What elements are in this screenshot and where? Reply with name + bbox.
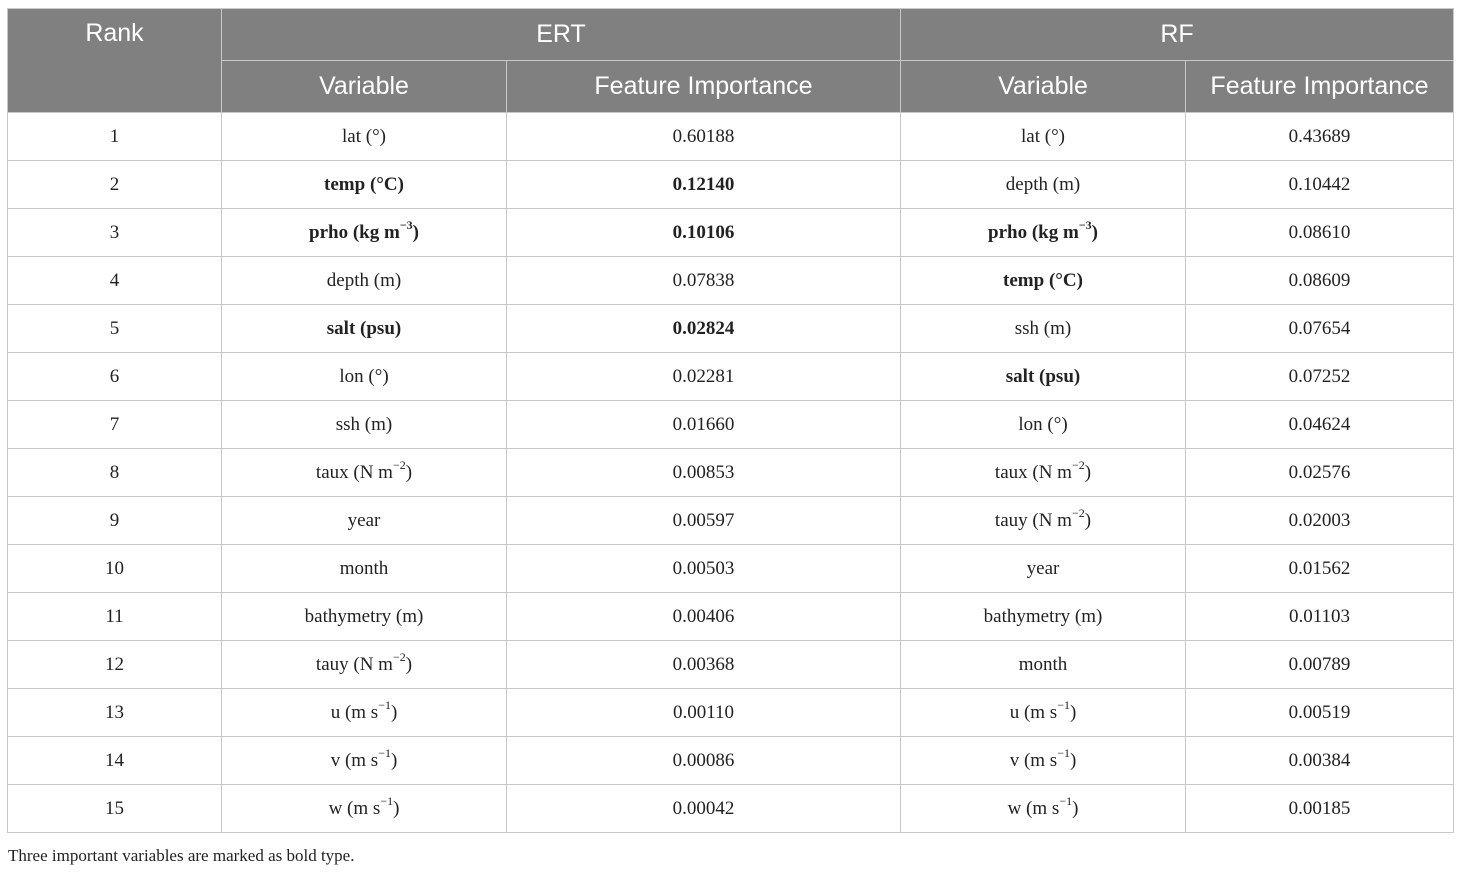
ert-feature-importance-header: Feature Importance [507, 61, 901, 113]
unit-close: ) [1069, 701, 1077, 723]
rank-cell: 14 [8, 737, 222, 785]
ert-variable-cell [222, 689, 507, 737]
rf-importance-cell: 0.08610 [1186, 209, 1454, 257]
rf-variable-cell [901, 257, 1186, 305]
rank-cell: 7 [8, 401, 222, 449]
rank-cell: 10 [8, 545, 222, 593]
ert-importance-cell: 0.00406 [507, 593, 901, 641]
unit-close: ) [1072, 797, 1079, 819]
rf-importance-cell: 0.00789 [1186, 641, 1454, 689]
unit-close: ) [412, 221, 419, 243]
unit-close: ) [405, 653, 413, 675]
variable-name: prho (kg m [309, 221, 400, 243]
ert-importance-cell: 0.00110 [507, 689, 901, 737]
ert-importance-cell: 0.00853 [507, 449, 901, 497]
table-row [8, 497, 1454, 545]
unit-exponent: −1 [378, 698, 391, 713]
table-footnote: Three important variables are marked as bold type. [8, 846, 355, 865]
variable-name: temp (°C) [324, 173, 404, 195]
table-row [8, 593, 1454, 641]
rf-importance-cell: 0.00384 [1186, 737, 1454, 785]
rank-cell: 15 [8, 785, 222, 833]
ert-importance-cell: 0.60188 [507, 113, 901, 161]
rf-importance-cell: 0.04624 [1186, 401, 1454, 449]
rf-variable-cell [901, 305, 1186, 353]
rf-variable-cell [901, 785, 1186, 833]
variable-name: bathymetry (m) [983, 605, 1103, 627]
ert-variable-cell [222, 593, 507, 641]
rf-importance-cell: 0.02003 [1186, 497, 1454, 545]
rf-importance-cell: 0.01103 [1186, 593, 1454, 641]
unit-close: ) [1084, 509, 1092, 531]
ert-importance-cell: 0.01660 [507, 401, 901, 449]
table-row [8, 257, 1454, 305]
rf-variable-cell [901, 593, 1186, 641]
ert-variable-cell [222, 545, 507, 593]
unit-exponent: −1 [380, 794, 394, 809]
variable-name: salt (psu) [326, 317, 402, 339]
unit-exponent: −3 [1078, 218, 1092, 233]
ert-importance-cell: 0.07838 [507, 257, 901, 305]
table-body [8, 113, 1454, 833]
ert-importance-cell: 0.02824 [507, 305, 901, 353]
rf-variable-header: Variable [901, 61, 1186, 113]
ert-variable-cell [222, 449, 507, 497]
rank-header: Rank [8, 9, 222, 113]
table-row [8, 161, 1454, 209]
unit-exponent: −2 [1071, 506, 1085, 521]
variable-name: ssh (m) [335, 413, 393, 435]
rf-importance-cell: 0.10442 [1186, 161, 1454, 209]
ert-variable-cell [222, 209, 507, 257]
ert-importance-cell: 0.00597 [507, 497, 901, 545]
ert-importance-cell: 0.00042 [507, 785, 901, 833]
variable-name: tauy (N m [315, 653, 393, 675]
table-row [8, 353, 1454, 401]
unit-exponent: −2 [392, 650, 406, 665]
ert-variable-cell [222, 785, 507, 833]
table-row [8, 737, 1454, 785]
rf-group-header: RF [901, 9, 1454, 61]
variable-name: v (m s [1009, 749, 1058, 771]
unit-close: ) [405, 461, 413, 483]
rf-variable-cell [901, 353, 1186, 401]
table-row [8, 785, 1454, 833]
unit-exponent: −1 [1057, 746, 1070, 761]
rf-variable-cell [901, 497, 1186, 545]
variable-name: lat (°) [342, 125, 386, 147]
variable-name: year [347, 509, 381, 531]
rf-variable-cell [901, 641, 1186, 689]
ert-importance-cell: 0.02281 [507, 353, 901, 401]
unit-close: ) [1091, 221, 1098, 243]
rank-cell: 3 [8, 209, 222, 257]
unit-close: ) [390, 701, 398, 723]
table-row [8, 545, 1454, 593]
ert-variable-cell [222, 497, 507, 545]
variable-name: lon (°) [339, 365, 389, 387]
ert-importance-cell: 0.12140 [507, 161, 901, 209]
unit-close: ) [1069, 749, 1077, 771]
ert-importance-cell: 0.00086 [507, 737, 901, 785]
ert-variable-cell [222, 641, 507, 689]
rank-cell: 2 [8, 161, 222, 209]
variable-name: lon (°) [1018, 413, 1068, 435]
rank-cell: 12 [8, 641, 222, 689]
rf-importance-cell: 0.07252 [1186, 353, 1454, 401]
variable-name: prho (kg m [988, 221, 1079, 243]
unit-exponent: −2 [392, 458, 406, 473]
ert-variable-cell [222, 161, 507, 209]
rf-variable-cell [901, 401, 1186, 449]
unit-close: ) [393, 797, 400, 819]
table-header [8, 9, 1454, 113]
variable-name: temp (°C) [1003, 269, 1083, 291]
ert-importance-cell: 0.10106 [507, 209, 901, 257]
feature-importance-table [7, 8, 1454, 833]
ert-importance-cell: 0.00503 [507, 545, 901, 593]
variable-name: bathymetry (m) [304, 605, 424, 627]
unit-close: ) [390, 749, 398, 771]
variable-name: w (m s [328, 797, 381, 819]
rf-importance-cell: 0.00185 [1186, 785, 1454, 833]
rank-cell: 4 [8, 257, 222, 305]
rank-cell: 11 [8, 593, 222, 641]
variable-name: u (m s [1009, 701, 1058, 723]
ert-variable-cell [222, 401, 507, 449]
rf-variable-cell [901, 737, 1186, 785]
rank-cell: 1 [8, 113, 222, 161]
variable-name: taux (N m [994, 461, 1072, 483]
table-row [8, 305, 1454, 353]
rf-importance-cell: 0.43689 [1186, 113, 1454, 161]
ert-variable-cell [222, 257, 507, 305]
ert-variable-header: Variable [222, 61, 507, 113]
table-row [8, 209, 1454, 257]
rf-variable-cell [901, 209, 1186, 257]
rf-importance-cell: 0.07654 [1186, 305, 1454, 353]
unit-exponent: −1 [378, 746, 391, 761]
rank-cell: 13 [8, 689, 222, 737]
variable-name: depth (m) [326, 269, 402, 291]
rf-variable-cell [901, 113, 1186, 161]
rf-importance-cell: 0.01562 [1186, 545, 1454, 593]
variable-name: lat (°) [1021, 125, 1065, 147]
variable-name: w (m s [1007, 797, 1060, 819]
ert-variable-cell [222, 353, 507, 401]
variable-name: depth (m) [1005, 173, 1081, 195]
unit-exponent: −3 [399, 218, 413, 233]
table-row [8, 689, 1454, 737]
rf-importance-cell: 0.00519 [1186, 689, 1454, 737]
table-row [8, 113, 1454, 161]
rf-variable-cell [901, 161, 1186, 209]
variable-name: tauy (N m [994, 509, 1072, 531]
variable-name: v (m s [330, 749, 379, 771]
variable-name: ssh (m) [1014, 317, 1072, 339]
variable-name: year [1026, 557, 1060, 579]
variable-name: taux (N m [315, 461, 393, 483]
table-row [8, 401, 1454, 449]
ert-group-header: ERT [222, 9, 901, 61]
rank-cell: 5 [8, 305, 222, 353]
table-row [8, 449, 1454, 497]
variable-name: salt (psu) [1005, 365, 1081, 387]
rf-variable-cell [901, 545, 1186, 593]
variable-name: u (m s [330, 701, 379, 723]
ert-importance-cell: 0.00368 [507, 641, 901, 689]
unit-close: ) [1084, 461, 1092, 483]
rf-importance-cell: 0.02576 [1186, 449, 1454, 497]
ert-variable-cell [222, 305, 507, 353]
rank-cell: 8 [8, 449, 222, 497]
rf-variable-cell [901, 449, 1186, 497]
ert-variable-cell [222, 737, 507, 785]
rf-feature-importance-header: Feature Importance [1186, 61, 1454, 113]
variable-name: month [339, 557, 389, 579]
unit-exponent: −1 [1059, 794, 1073, 809]
rank-cell: 6 [8, 353, 222, 401]
unit-exponent: −2 [1071, 458, 1085, 473]
rf-importance-cell: 0.08609 [1186, 257, 1454, 305]
variable-name: month [1018, 653, 1068, 675]
rf-variable-cell [901, 689, 1186, 737]
ert-variable-cell [222, 113, 507, 161]
rank-cell: 9 [8, 497, 222, 545]
table-row [8, 641, 1454, 689]
unit-exponent: −1 [1057, 698, 1070, 713]
